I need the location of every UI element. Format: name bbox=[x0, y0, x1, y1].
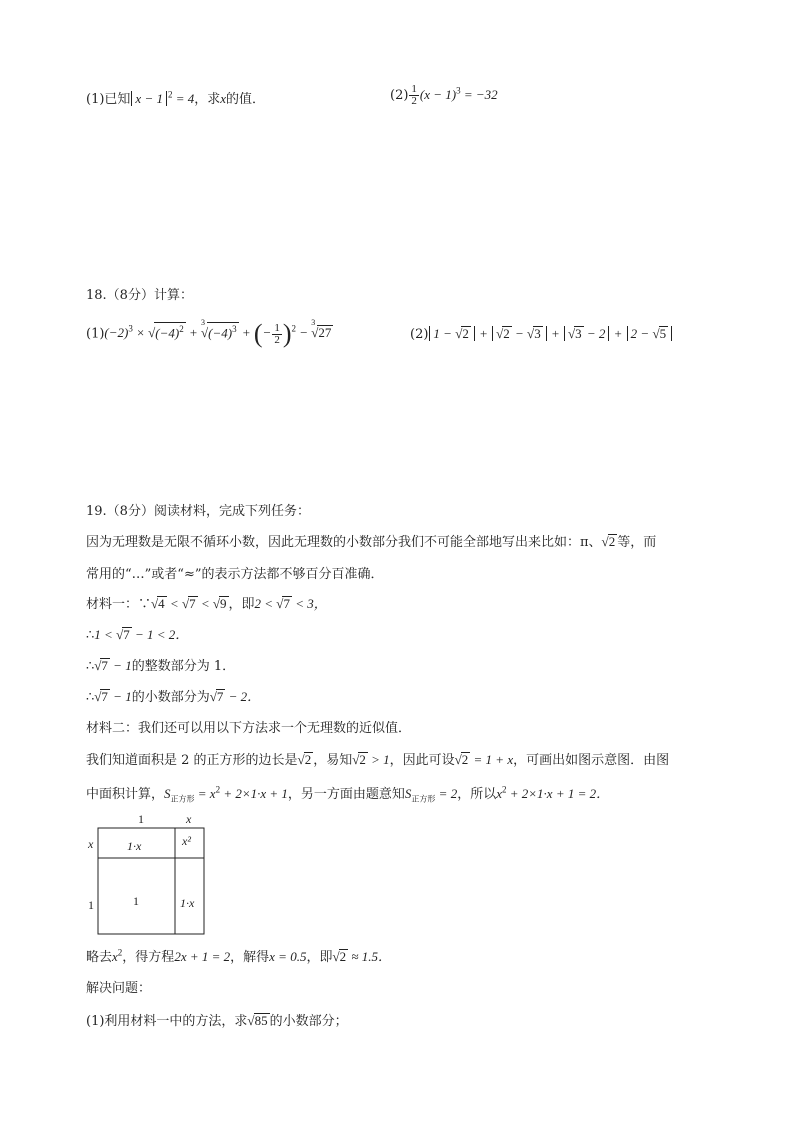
material1-line4: ∴√7 − 1的小数部分为√7 − 2． bbox=[86, 689, 261, 705]
material1-line2: ∴1 < √7 − 1 < 2． bbox=[86, 627, 189, 643]
formula: $(-2)^3 \times √(-4)^2 + ^3√(-4)^3$ + (− $\frac{1}{2}$ )$^2$ − $^3$√27 bbox=[104, 318, 332, 349]
q19-intro-line1: 因为无理数是无限不循环小数，因此无理数的小数部分我们不可能全部地写出来比如：π、√2 等，而 bbox=[86, 534, 657, 550]
formula: 1 − √2 + √2 − √3 + √3 − 2 + 2 − √5 bbox=[428, 326, 673, 341]
q17-part1: (1)已知 x − 1 $^2$ = 4，求x的值． bbox=[86, 89, 266, 107]
cell-1: 1 bbox=[133, 894, 139, 908]
q17-part2: (2) $\frac{1}{2}$ $(x - 1)^3 = -32$ bbox=[390, 83, 498, 107]
top-label-x: x bbox=[186, 812, 192, 826]
q19-intro-line2: 常用的“…”或者“≈”的表示方法都不够百分百准确． bbox=[86, 567, 384, 582]
q19-title: 19.（8分）阅读材料，完成下列任务： bbox=[86, 504, 310, 519]
material2-title: 材料二：我们还可以用以下方法求一个无理数的近似值． bbox=[86, 721, 412, 736]
after-diagram-line: 略去$x^2$，得方程2x + 1 = 2，解得x = 0.5，即√2 ≈ 1.5． bbox=[86, 947, 391, 965]
task1-line: (1)利用材料一中的方法，求√85 的小数部分； bbox=[86, 1013, 348, 1029]
top-label-1: 1 bbox=[138, 812, 144, 826]
cell-x2: x² bbox=[182, 834, 191, 848]
q18-part2: (2) 1 − √2 + √2 − √3 + √3 − 2 + 2 − √5 bbox=[410, 326, 673, 342]
square-diagram-svg bbox=[86, 812, 216, 940]
material2-line1: 我们知道面积是 2 的正方形的边长是√2 ，易知√2 > 1，因此可设√2 = 1 + x，可画出如图示意图．由图 bbox=[86, 752, 670, 768]
square-area-diagram bbox=[86, 812, 216, 940]
solve-title: 解决问题： bbox=[86, 981, 152, 996]
q18-part1: $(1)(-2)^3 \times √(-4)^2 + ^3√(-4)^3$ + (− $\frac{1}{2}$ )$^2$ − $^3$√27 bbox=[86, 318, 332, 349]
material1-line3: ∴√7 − 1的整数部分为 1． bbox=[86, 658, 236, 674]
material2-line2: 中面积计算，$S_{正方形} = x^2 + 2\times 1\cdot x + 1$，另一方面由题意知$S_{正方形} = 2$，所以$x^2 + 2\times 1\cdot x + 1 = 2$． bbox=[86, 784, 610, 804]
left-label-x: x bbox=[88, 837, 94, 851]
cell-1x-right: 1·x bbox=[180, 896, 195, 910]
formula: x − 1 $^2$ = 4 bbox=[130, 91, 194, 106]
fraction-half: $\frac{1}{2}$ bbox=[411, 83, 417, 107]
cell-1x-top: 1·x bbox=[127, 839, 142, 853]
left-label-1: 1 bbox=[88, 898, 94, 912]
formula: $(x - 1)^3 = -32$ bbox=[419, 85, 498, 102]
material1-line1: 材料一：∵√4 < √7 < √9 ，即2 < √7 < 3， bbox=[86, 596, 327, 612]
q18-title: 18.（8分）计算： bbox=[86, 288, 193, 303]
